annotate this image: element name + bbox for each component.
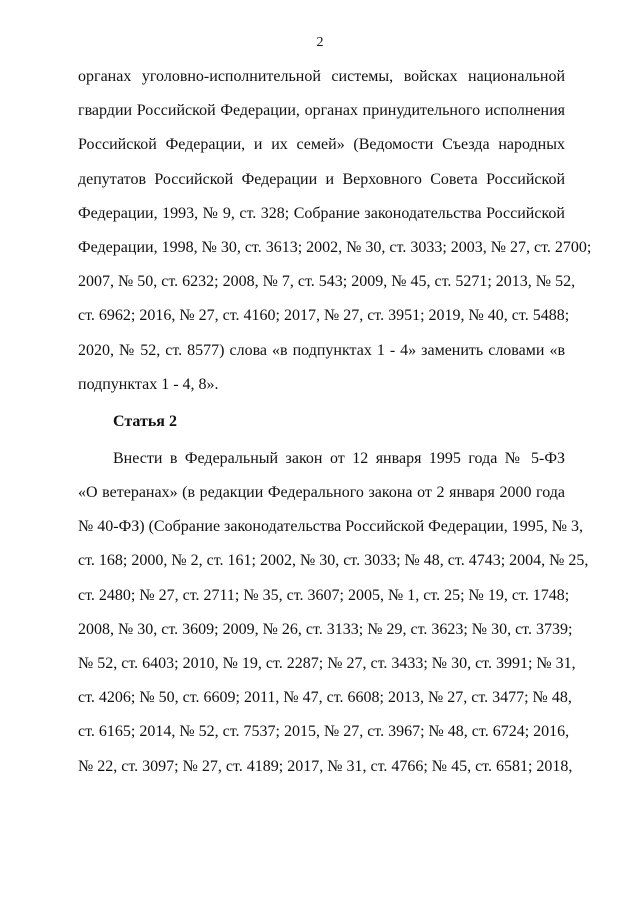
text-line: гвардии Российской Федерации, органах принудительного исполнения	[78, 102, 565, 119]
text-line: ст. 168; 2000, № 2, ст. 161; 2002, № 30, ст. 3033; № 48, ст. 4743; 2004, № 25,	[78, 552, 589, 569]
text-line: 2007, № 50, ст. 6232; 2008, № 7, ст. 543; 2009, № 45, ст. 5271; 2013, № 52,	[78, 273, 576, 290]
text-line: подпунктах 1 - 4, 8».	[78, 376, 219, 393]
article-heading: Статья 2	[113, 413, 177, 430]
text-line: Российской Федерации, и их семей» (Ведомости Съезда народных	[78, 136, 565, 153]
text-line: ст. 2480; № 27, ст. 2711; № 35, ст. 3607; 2005, № 1, ст. 25; № 19, ст. 1748;	[78, 587, 570, 604]
text-line: ст. 6962; 2016, № 27, ст. 4160; 2017, № 27, ст. 3951; 2019, № 40, ст. 5488;	[78, 307, 570, 324]
text-line: № 22, ст. 3097; № 27, ст. 4189; 2017, № 31, ст. 4766; № 45, ст. 6581; 2018,	[78, 758, 573, 775]
text-line: Внести в Федеральный закон от 12 января 1995 года № 5-ФЗ	[113, 450, 565, 467]
text-line: ст. 4206; № 50, ст. 6609; 2011, № 47, ст. 6608; 2013, № 27, ст. 3477; № 48,	[78, 689, 572, 706]
text-line: 2020, № 52, ст. 8577) слова «в подпунктах 1 - 4» заменить словами «в	[78, 342, 565, 359]
page-number: 2	[316, 35, 324, 50]
text-line: ст. 6165; 2014, № 52, ст. 7537; 2015, № 27, ст. 3967; № 48, ст. 6724; 2016,	[78, 723, 570, 740]
text-line: № 52, ст. 6403; 2010, № 19, ст. 2287; № 27, ст. 3433; № 30, ст. 3991; № 31,	[78, 655, 576, 672]
text-line: депутатов Российской Федерации и Верховного Совета Российской	[78, 171, 565, 188]
text-line: «О ветеранах» (в редакции Федерального закона от 2 января 2000 года	[78, 484, 565, 501]
text-line: органах уголовно-исполнительной системы, войсках национальной	[78, 68, 565, 85]
text-line: № 40-ФЗ) (Собрание законодательства Российской Федерации, 1995, № 3,	[78, 518, 583, 535]
text-line: Федерации, 1998, № 30, ст. 3613; 2002, № 30, ст. 3033; 2003, № 27, ст. 2700;	[78, 239, 592, 256]
text-line: 2008, № 30, ст. 3609; 2009, № 26, ст. 3133; № 29, ст. 3623; № 30, ст. 3739;	[78, 621, 573, 638]
text-line: Федерации, 1993, № 9, ст. 328; Собрание законодательства Российской	[78, 205, 565, 222]
